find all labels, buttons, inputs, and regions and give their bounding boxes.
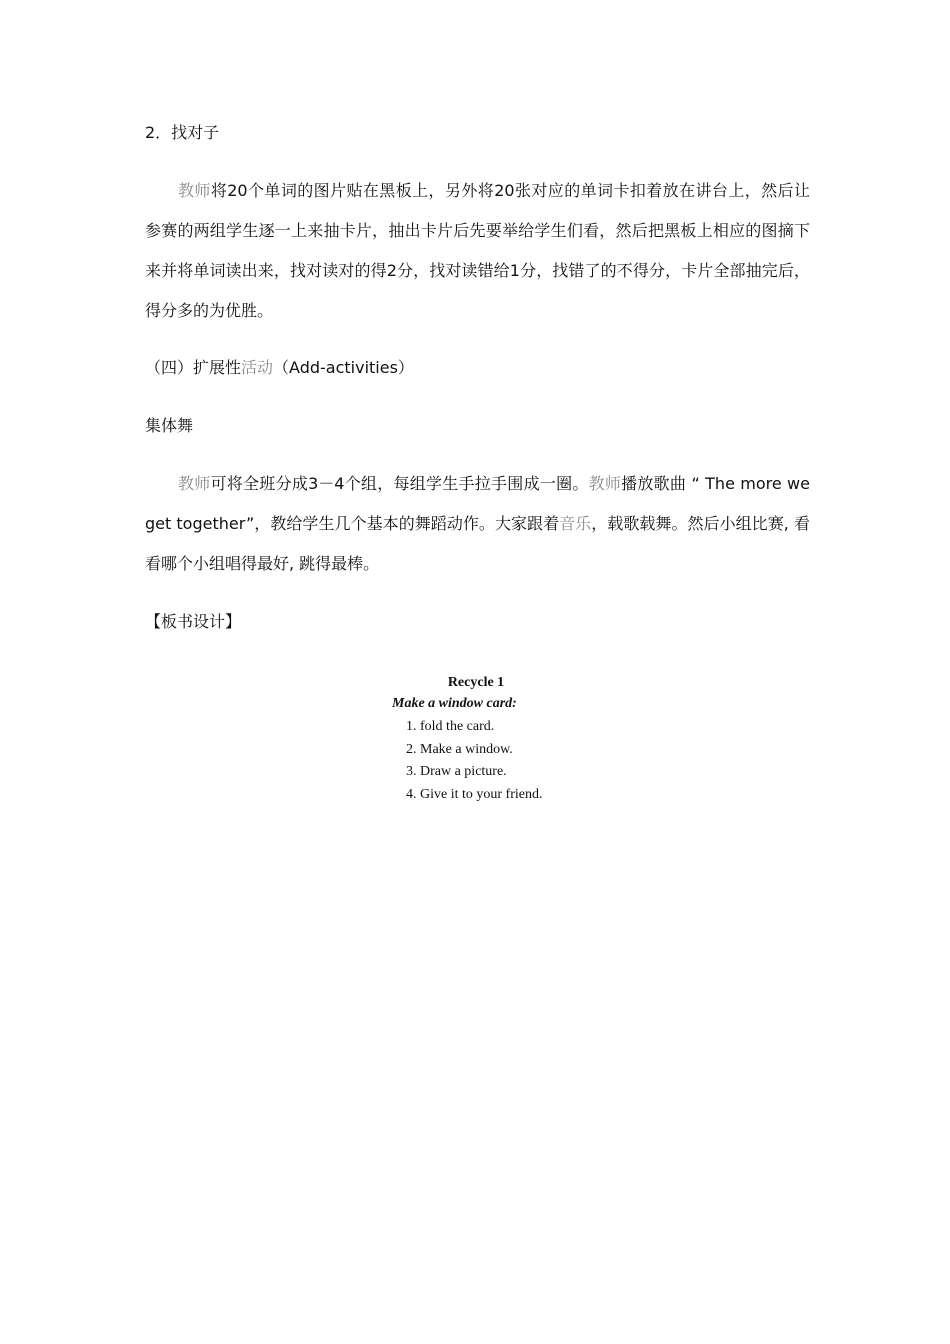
text-run: ，载歌载舞。然后小组比赛, 看看哪个小组唱得最好, 跳得最棒。	[145, 514, 810, 573]
section-heading-extension	[145, 348, 810, 388]
card-step: 3. Draw a picture.	[406, 764, 507, 779]
text-run: 分，找错了的不得分，卡片全部抽完后，得分多的为优胜。	[145, 261, 810, 320]
number-text: 2	[386, 261, 397, 280]
highlighted-term: 教师	[178, 474, 211, 493]
card-step: 2. Make a window.	[406, 741, 513, 757]
heading-part-activity: 活动	[241, 358, 274, 377]
heading-part-1: （四）扩展性	[145, 358, 242, 377]
card-steps-list	[406, 716, 592, 806]
card-title: Recycle 1	[447, 675, 505, 690]
number-text: 1	[509, 261, 520, 280]
paragraph-pairs-rules	[145, 171, 810, 331]
number-text: 20	[227, 181, 248, 200]
text-run: 分，找对读错给	[396, 261, 510, 280]
number-text: 20	[494, 181, 515, 200]
highlighted-term: 教师	[178, 181, 211, 200]
card-step: 1. fold the card.	[406, 719, 495, 734]
text-run: 播放歌曲 “ The more we get together”，教给学生几个基本的舞蹈动作。大家跟着	[145, 474, 810, 533]
card-step: 4. Give it to your friend.	[406, 786, 543, 802]
window-card-image	[392, 672, 592, 806]
text-run: 个组，每组学生手拉手围成一圈。	[344, 474, 589, 493]
section-heading-pairs: 2．找对子	[145, 123, 220, 142]
heading-part-english: （Add-activities）	[273, 358, 414, 377]
card-subtitle: Make a window card:	[392, 696, 517, 711]
highlighted-term: 音乐	[559, 514, 592, 533]
text-run: 将	[210, 181, 228, 200]
board-design-heading: 【板书设计】	[145, 612, 242, 631]
paragraph-group-dance	[145, 464, 810, 584]
text-run: 张对应的单词卡扣着放在讲台上，然后让参赛的两组学生逐一上来抽卡片，抽出卡片后先要举给学生们看，然后把黑板上相应的图摘下来并将单词读出来，找对读对的得	[145, 181, 810, 280]
highlighted-term: 教师	[588, 474, 622, 493]
subheading-group-dance: 集体舞	[145, 416, 194, 435]
number-text: 3－4	[308, 474, 345, 493]
text-run: 可将全班分成	[210, 474, 309, 493]
text-run: 个单词的图片贴在黑板上，另外将	[247, 181, 495, 200]
